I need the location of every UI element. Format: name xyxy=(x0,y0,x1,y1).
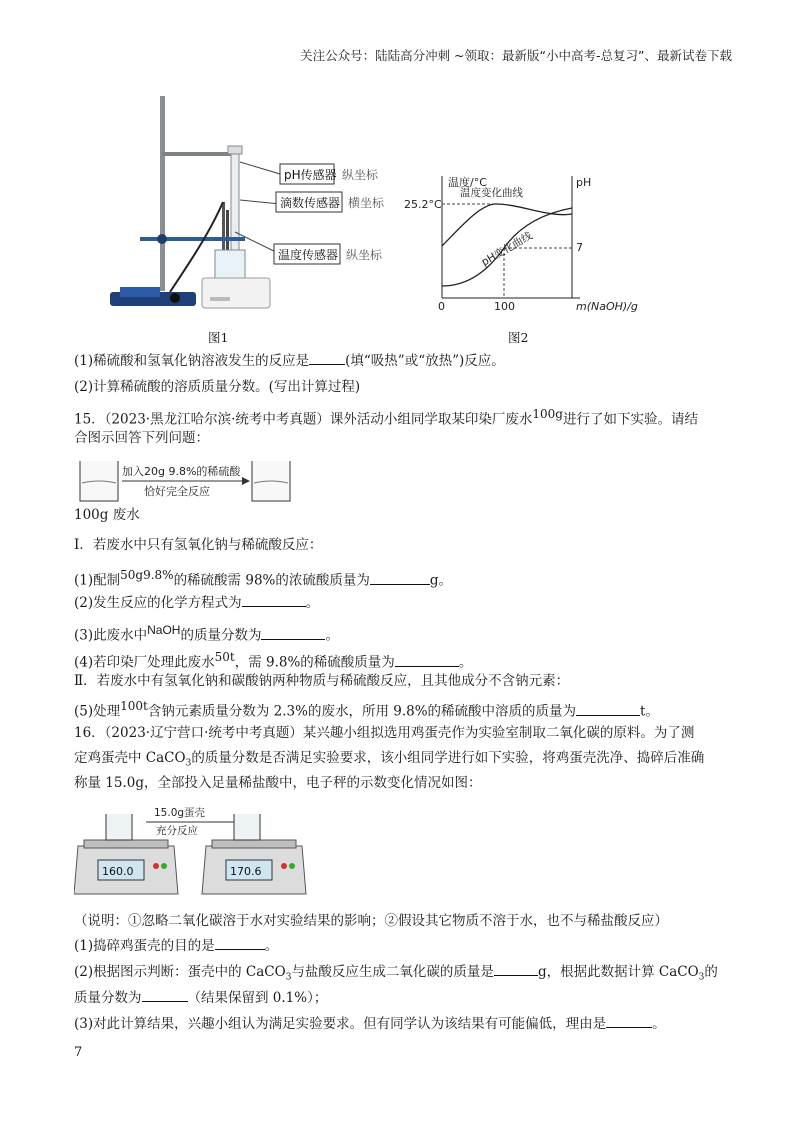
temp-value-label: 25.2°C xyxy=(404,198,442,211)
scale-right-reading: 170.6 xyxy=(230,865,262,878)
q15-p2-a: (2)发生反应的化学方程式为 xyxy=(74,595,242,611)
q16-p2-line2-b: （结果保留到 0.1%）； xyxy=(187,990,328,1006)
q16-arrow-top: 15.0g蛋壳 xyxy=(154,807,206,819)
page-header: 关注公众号：陆陆高分冲刺 ~领取：最新版“小中高考-总复习”、最新试卷下载 xyxy=(300,48,732,63)
q16-part2-line2 xyxy=(74,988,327,1008)
q15-arrow-bottom: 恰好完全反应 xyxy=(144,485,210,498)
q15-p3-a: (3)此废水中 xyxy=(74,627,148,644)
answer-blank[interactable] xyxy=(309,352,345,365)
q15-p1-a: (1)配制 xyxy=(74,572,121,589)
q15-p5-a: (5)处理 xyxy=(74,703,121,720)
q15-p1-amount: 50g9.8% xyxy=(120,568,174,582)
q15-p1-unit: g。 xyxy=(429,572,453,589)
axis-note-3: 纵坐标 xyxy=(346,248,383,262)
ph-value-label: 7 xyxy=(576,241,583,254)
q16-intro2-sub: 3 xyxy=(185,758,192,769)
scale-left-reading: 160.0 xyxy=(102,865,134,878)
q15-p5-amount: 100t xyxy=(120,699,148,713)
q16-p1-b: 。 xyxy=(264,938,279,954)
q16-intro-line1: 16．（2023·辽宁营口·统考中考真题）某兴趣小组拟选用鸡蛋壳作为实验室制取二氧化碳的原料。为了测 xyxy=(74,725,695,741)
q15-p5-b: 含钠元素质量分数为 2.3%的废水，所用 9.8%的稀硫酸中溶质的质量为 xyxy=(147,703,577,720)
q15-p2-b: 。 xyxy=(305,595,320,611)
q15-p4-amount: 50t xyxy=(214,650,235,664)
ph-curve-label: pH变化曲线 xyxy=(479,229,535,269)
answer-blank[interactable] xyxy=(576,703,640,716)
q16-part2-line1 xyxy=(74,962,718,988)
stirrer-base xyxy=(202,278,270,308)
q15-intro-b: 进行了如下实验。请结 xyxy=(562,411,698,428)
q15-part2 xyxy=(74,593,319,613)
answer-blank[interactable] xyxy=(395,654,459,667)
answer-blank[interactable] xyxy=(261,627,325,640)
ph-sensor-label: pH传感器 xyxy=(284,168,337,182)
q14-p1-text-b: (填“吸热”或“放热”)反应。 xyxy=(345,353,505,369)
q16-intro2-b: 的质量分数是否满足实验要求，该小组同学进行如下实验，将鸡蛋壳洗净、捣碎后准确 xyxy=(191,750,705,766)
q15-figure-label: 100g 废水 xyxy=(74,507,140,523)
figure-1-caption: 图1 xyxy=(208,330,229,345)
stand-rod xyxy=(160,96,165,291)
q15-part3 xyxy=(74,620,339,646)
q16-p2-line2-a: 质量分数为 xyxy=(74,990,142,1006)
figure-1-apparatus xyxy=(110,92,430,322)
q16-part3 xyxy=(74,1014,666,1034)
q15-p3-naoh: NaOH xyxy=(147,623,181,637)
q15-intro-mass: 100g xyxy=(532,407,563,421)
drop-sensor-label: 滴数传感器 xyxy=(280,196,341,210)
x-axis-label: m(NaOH)/g xyxy=(576,300,638,313)
q16-intro-line2 xyxy=(74,748,704,774)
axis-note-2: 横坐标 xyxy=(348,196,385,210)
x-tick-label: 100 xyxy=(494,300,515,313)
q16-p2-d: 的 xyxy=(704,964,718,980)
temp-curve-label: 温度变化曲线 xyxy=(460,187,523,199)
q15-p4-a: (4)若印染厂处理此废水 xyxy=(74,654,215,671)
q16-p1-a: (1)捣碎鸡蛋壳的目的是 xyxy=(74,938,215,954)
answer-blank[interactable] xyxy=(215,937,265,950)
temperature-curve xyxy=(442,204,572,246)
figure-2-chart xyxy=(400,168,640,318)
clamp-arm xyxy=(162,152,232,156)
q16-figure-scales xyxy=(74,800,314,900)
page-number: 7 xyxy=(74,1045,83,1060)
temp-sensor-label: 温度传感器 xyxy=(278,248,339,262)
q15-p4-b: ，需 9.8%的稀硫酸质量为 xyxy=(234,654,395,671)
q16-p2-c: g，根据此数据计算 CaCO xyxy=(537,964,699,980)
beaker xyxy=(215,250,245,282)
q15-p3-c: 。 xyxy=(325,627,339,644)
y-right-label: pH xyxy=(576,176,592,189)
q16-p2-b: 与盐酸反应生成二氧化碳的质量是 xyxy=(291,964,494,980)
answer-blank[interactable] xyxy=(142,989,188,1002)
q16-p3-b: 。 xyxy=(652,1016,666,1032)
beaker-on-scale-left xyxy=(106,814,132,840)
answer-blank[interactable] xyxy=(606,1015,652,1028)
q15-p4-c: 。 xyxy=(458,654,473,671)
q16-intro-line3: 称量 15.0g，全部投入足量稀盐酸中，电子秤的示数变化情况如图： xyxy=(74,775,482,791)
q15-section1: Ⅰ．若废水中只有氢氧化钠与稀硫酸反应： xyxy=(74,537,323,553)
q15-p3-b: 的质量分数为 xyxy=(180,627,262,644)
q15-intro-a: 15．（2023·黑龙江哈尔滨·统考中考真题）课外活动小组同学取某印染厂废水 xyxy=(74,411,533,428)
beaker-on-scale-right xyxy=(234,814,260,840)
q16-intro2-a: 定鸡蛋壳中 CaCO xyxy=(74,750,186,766)
q16-note: （说明：①忽略二氧化碳溶于水对实验结果的影响；②假设其它物质不溶于水，也不与稀盐酸反应） xyxy=(74,913,668,929)
figure-2-caption: 图2 xyxy=(508,330,529,345)
axis-note-1: 纵坐标 xyxy=(342,168,379,182)
q15-arrow-top: 加入20g 9.8%的稀硫酸 xyxy=(122,465,241,478)
q15-part4 xyxy=(74,647,472,673)
q16-arrow-bottom: 充分反应 xyxy=(156,825,198,837)
q16-part1 xyxy=(74,936,278,956)
q16-p2-a: (2)根据图示判断：蛋壳中的 CaCO xyxy=(74,964,286,980)
answer-blank[interactable] xyxy=(242,594,306,607)
q15-section2: Ⅱ．若废水中有氢氧化钠和碳酸钠两种物质与稀硫酸反应，且其他成分不含钠元素： xyxy=(74,673,570,689)
y-left-label: 温度/°C xyxy=(448,176,487,189)
q16-p2-sub: 3 xyxy=(285,972,292,983)
q15-intro-line2: 合图示回答下列问题： xyxy=(74,430,209,446)
q15-part5 xyxy=(74,696,659,722)
q15-figure xyxy=(74,455,314,507)
answer-blank[interactable] xyxy=(370,572,430,585)
q14-part2: (2)计算稀硫酸的溶质质量分数。(写出计算过程) xyxy=(74,379,361,395)
q14-part1 xyxy=(74,351,505,371)
q16-p3-a: (3)对此计算结果，兴趣小组认为满足实验要求。但有同学认为该结果有可能偏低，理由是 xyxy=(74,1016,607,1032)
lower-clamp xyxy=(140,237,245,241)
answer-blank[interactable] xyxy=(494,963,538,976)
q16-p2-sub2: 3 xyxy=(698,972,705,983)
q15-intro-line1 xyxy=(74,404,698,430)
origin-label: 0 xyxy=(438,300,445,313)
q15-p5-c: t。 xyxy=(640,703,659,720)
q15-part1 xyxy=(74,565,452,591)
q15-p1-b: 的稀硫酸需 98%的浓硫酸质量为 xyxy=(173,572,370,589)
q14-p1-text-a: (1)稀硫酸和氢氧化钠溶液发生的反应是 xyxy=(74,353,310,369)
